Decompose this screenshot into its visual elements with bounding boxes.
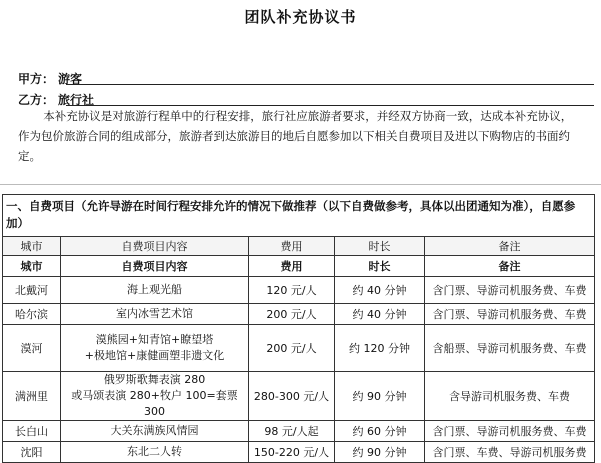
city-cell: 漠河 [3,325,61,372]
city-cell: 北戴河 [3,277,61,304]
note-cell: 含门票、导游司机服务费、车费 [425,421,595,442]
note-cell: 含船票、导游司机服务费、车费 [425,325,595,372]
item-line: 漠熊园+知青馆+瞭望塔 [95,333,214,346]
table-row [3,325,595,372]
duration-cell: 约 120 分钟 [335,325,425,372]
party-b-label: 乙方： [18,93,55,107]
item-line: 海上观光船 [127,283,182,296]
city-cell: 哈尔滨 [3,304,61,325]
item-cell [61,325,249,372]
party-a [18,70,83,87]
header-city-bold: 城市 [3,256,61,277]
city-cell: 沈阳 [3,442,61,463]
document-title: 团队补充协议书 [244,8,357,26]
table-row [3,304,595,325]
duration-cell: 约 90 分钟 [335,442,425,463]
item-line: 或马颂表演 280+牧户 100=套票 300 [71,389,238,418]
duration-cell: 约 40 分钟 [335,304,425,325]
header-note: 备注 [425,237,595,256]
item-cell [61,372,249,421]
header-fee: 费用 [249,237,335,256]
intro-paragraph [18,106,583,166]
fee-cell: 200 元/人 [249,304,335,325]
party-b-value: 旅行社 [58,93,95,107]
party-a-label: 甲方： [18,72,55,86]
table-row [3,277,595,304]
note-cell: 含导游司机服务费、车费 [425,372,595,421]
header-row-bold [3,256,595,277]
duration-cell: 约 90 分钟 [335,372,425,421]
fee-cell: 150-220 元/人 [249,442,335,463]
note-cell: 含门票、导游司机服务费、车费 [425,304,595,325]
duration-cell: 约 60 分钟 [335,421,425,442]
header-item: 自费项目内容 [61,237,249,256]
fee-items-table [2,194,595,463]
header-row [3,237,595,256]
header-item-bold: 自费项目内容 [61,256,249,277]
fee-cell: 200 元/人 [249,325,335,372]
item-line: 俄罗斯歌舞表演 280 [103,373,206,386]
party-a-underline [66,84,594,85]
table-row [3,372,595,421]
note-cell: 含门票、车费、导游司机服务费 [425,442,595,463]
header-note-bold: 备注 [425,256,595,277]
item-line: 大关东满族风情园 [110,424,199,437]
section-title: 一、自费项目（允许导游在时间行程安排允许的情况下做推荐（以下自费做参考，具体以出团通知为准），自愿参加） [3,195,595,237]
intro-text: 本补充协议是对旅游行程单中的行程安排，旅行社应旅游者要求，并经双方协商一致，达成本补充协议，作为包价旅游合同的组成部分，旅游者到达旅游目的地后自愿参加以下相关自费项目及进以下购物店的书面约定。 [18,109,573,163]
header-duration-bold: 时长 [335,256,425,277]
header-duration: 时长 [335,237,425,256]
note-cell: 含门票、导游司机服务费、车费 [425,277,595,304]
party-a-value: 游客 [58,72,83,86]
item-cell [61,304,249,325]
item-cell [61,421,249,442]
header-city: 城市 [3,237,61,256]
item-cell [61,442,249,463]
item-line: +极地馆+康健画塑非遗文化 [84,349,225,362]
item-line: 东北二人转 [127,445,182,458]
city-cell: 满洲里 [3,372,61,421]
city-cell: 长白山 [3,421,61,442]
item-cell [61,277,249,304]
fee-cell: 120 元/人 [249,277,335,304]
table-row [3,421,595,442]
table-row [3,442,595,463]
header-fee-bold: 费用 [249,256,335,277]
section-divider [0,184,601,185]
duration-cell: 约 40 分钟 [335,277,425,304]
fee-cell: 98 元/人起 [249,421,335,442]
fee-cell: 280-300 元/人 [249,372,335,421]
item-line: 室内冰雪艺术馆 [116,307,193,320]
